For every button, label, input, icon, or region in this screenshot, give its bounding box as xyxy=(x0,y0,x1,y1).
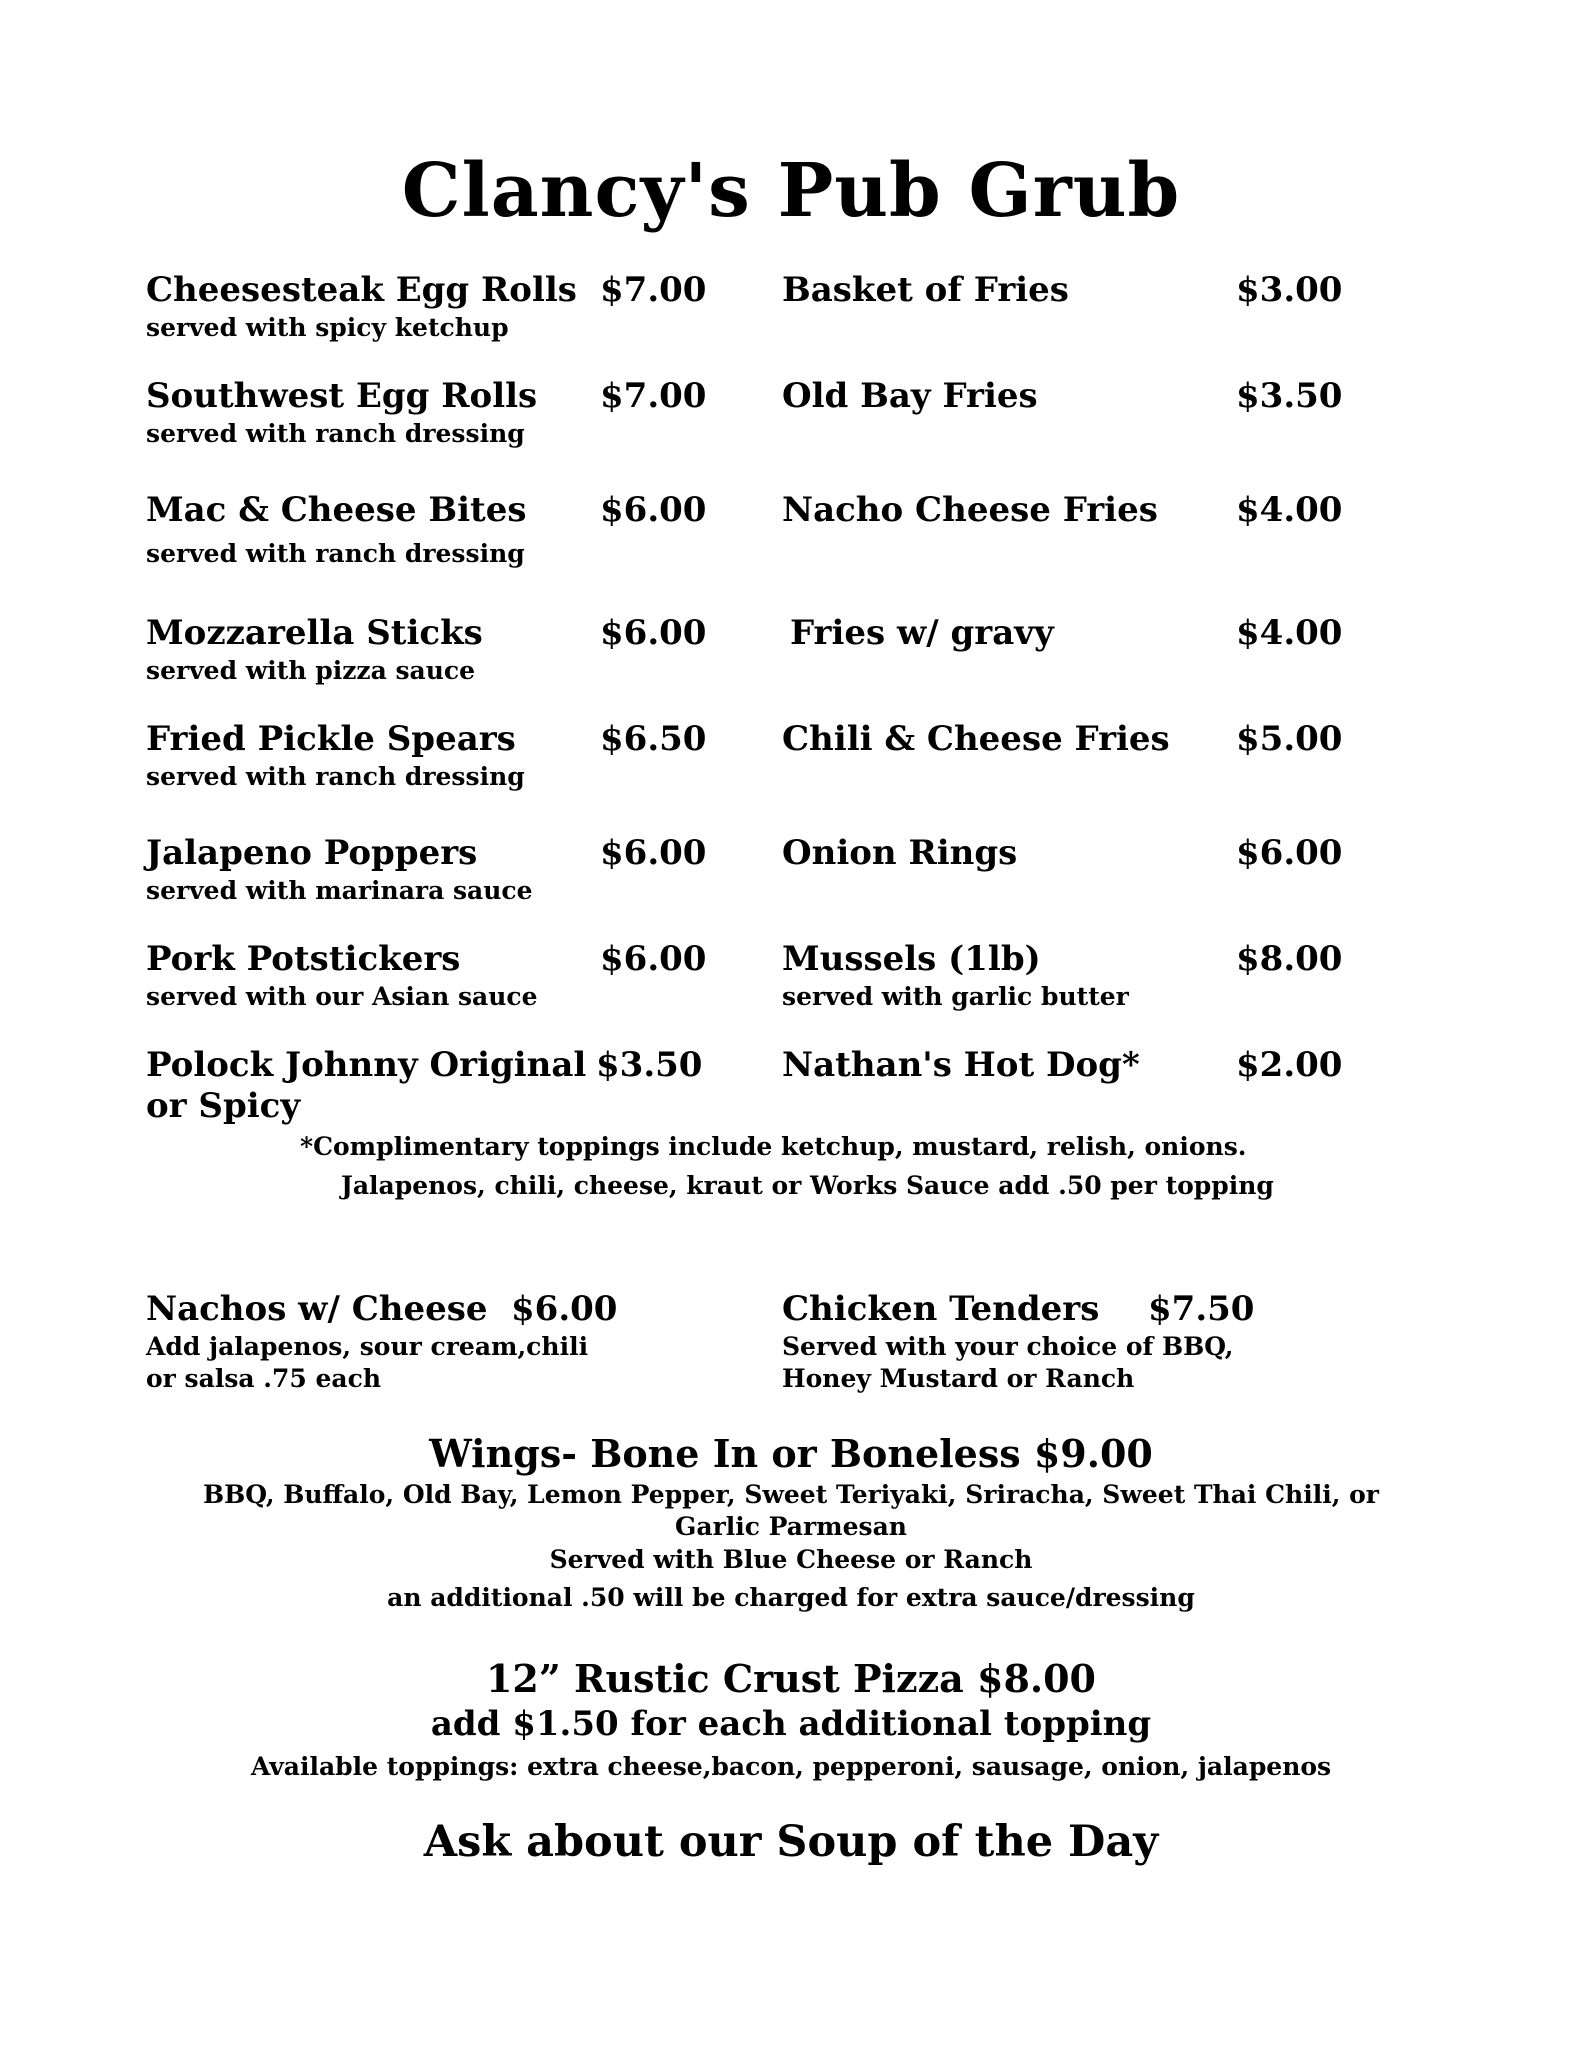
item-price: $4.00 xyxy=(1236,490,1343,530)
pizza-heading: 12” Rustic Crust Pizza $8.00 xyxy=(485,1656,1096,1701)
item-description: served with ranch dressing xyxy=(146,419,525,448)
item-price: $2.00 xyxy=(1236,1045,1343,1085)
wings-flavors-line2: Garlic Parmesan xyxy=(675,1512,907,1541)
item-name: Mozzarella Sticks xyxy=(146,613,483,653)
item-name: Chicken Tenders xyxy=(782,1289,1100,1329)
item-name: Mac & Cheese Bites xyxy=(146,490,527,530)
item-price: $7.50 xyxy=(1148,1289,1255,1329)
pizza-add-topping: add $1.50 for each additional topping xyxy=(430,1704,1152,1744)
item-name: Fries w/ gravy xyxy=(790,613,1054,653)
wings-flavors-line1: BBQ, Buffalo, Old Bay, Lemon Pepper, Sweet Teriyaki, Sriracha, Sweet Thai Chili, or xyxy=(203,1480,1379,1509)
item-name: Nathan's Hot Dog* xyxy=(782,1045,1140,1085)
item-price: $6.00 xyxy=(511,1289,618,1329)
item-price: $4.00 xyxy=(1236,613,1343,653)
item-name: Fried Pickle Spears xyxy=(146,719,516,759)
item-price: $6.50 xyxy=(600,719,707,759)
item-name: Pork Potstickers xyxy=(146,939,461,979)
wings-served: Served with Blue Cheese or Ranch xyxy=(549,1545,1033,1574)
item-price: $6.00 xyxy=(600,613,707,653)
wings-extra-charge: an additional .50 will be charged for extra sauce/dressing xyxy=(387,1583,1195,1612)
menu-title: Clancy's Pub Grub xyxy=(401,148,1181,234)
item-name: Southwest Egg Rolls xyxy=(146,376,538,416)
item-description: served with pizza sauce xyxy=(146,656,476,685)
item-name: Polock Johnny Original xyxy=(146,1045,587,1085)
item-description-line1: Add jalapenos, sour cream,chili xyxy=(146,1332,589,1361)
item-price: $3.50 xyxy=(1236,376,1343,416)
item-price: $6.00 xyxy=(1236,833,1343,873)
item-price: $7.00 xyxy=(600,270,707,310)
item-name: Onion Rings xyxy=(782,833,1018,873)
wings-heading: Wings- Bone In or Boneless $9.00 xyxy=(429,1431,1153,1476)
soup-of-the-day: Ask about our Soup of the Day xyxy=(423,1817,1159,1867)
item-price: $3.00 xyxy=(1236,270,1343,310)
item-description: served with marinara sauce xyxy=(146,876,533,905)
item-name: Chili & Cheese Fries xyxy=(782,719,1170,759)
toppings-note-line1: *Complimentary toppings include ketchup, mustard, relish, onions. xyxy=(300,1132,1247,1161)
item-price: $7.00 xyxy=(600,376,707,416)
item-name: Basket of Fries xyxy=(782,270,1069,310)
item-description: served with ranch dressing xyxy=(146,762,525,791)
item-price: $3.50 xyxy=(596,1045,703,1085)
item-name: Mussels (1lb) xyxy=(782,939,1041,979)
toppings-note-line2: Jalapenos, chili, cheese, kraut or Works Sauce add .50 per topping xyxy=(341,1171,1274,1200)
item-name: Nacho Cheese Fries xyxy=(782,490,1158,530)
item-name: Nachos w/ Cheese xyxy=(146,1289,488,1329)
item-price: $8.00 xyxy=(1236,939,1343,979)
item-description-line2: Honey Mustard or Ranch xyxy=(782,1364,1135,1393)
item-price: $5.00 xyxy=(1236,719,1343,759)
item-name: Cheesesteak Egg Rolls xyxy=(146,270,577,310)
item-price: $6.00 xyxy=(600,833,707,873)
item-description: served with spicy ketchup xyxy=(146,313,509,342)
pizza-available-toppings: Available toppings: extra cheese,bacon, pepperoni, sausage, onion, jalapenos xyxy=(250,1752,1332,1781)
item-description: served with garlic butter xyxy=(782,982,1129,1011)
item-description-line2: or salsa .75 each xyxy=(146,1364,381,1393)
item-price: $6.00 xyxy=(600,490,707,530)
item-description: served with ranch dressing xyxy=(146,539,525,568)
item-description: served with our Asian sauce xyxy=(146,982,538,1011)
item-name-continued: or Spicy xyxy=(146,1086,301,1126)
item-name: Old Bay Fries xyxy=(782,376,1038,416)
item-description-line1: Served with your choice of BBQ, xyxy=(782,1332,1234,1361)
item-name: Jalapeno Poppers xyxy=(146,833,478,873)
item-price: $6.00 xyxy=(600,939,707,979)
